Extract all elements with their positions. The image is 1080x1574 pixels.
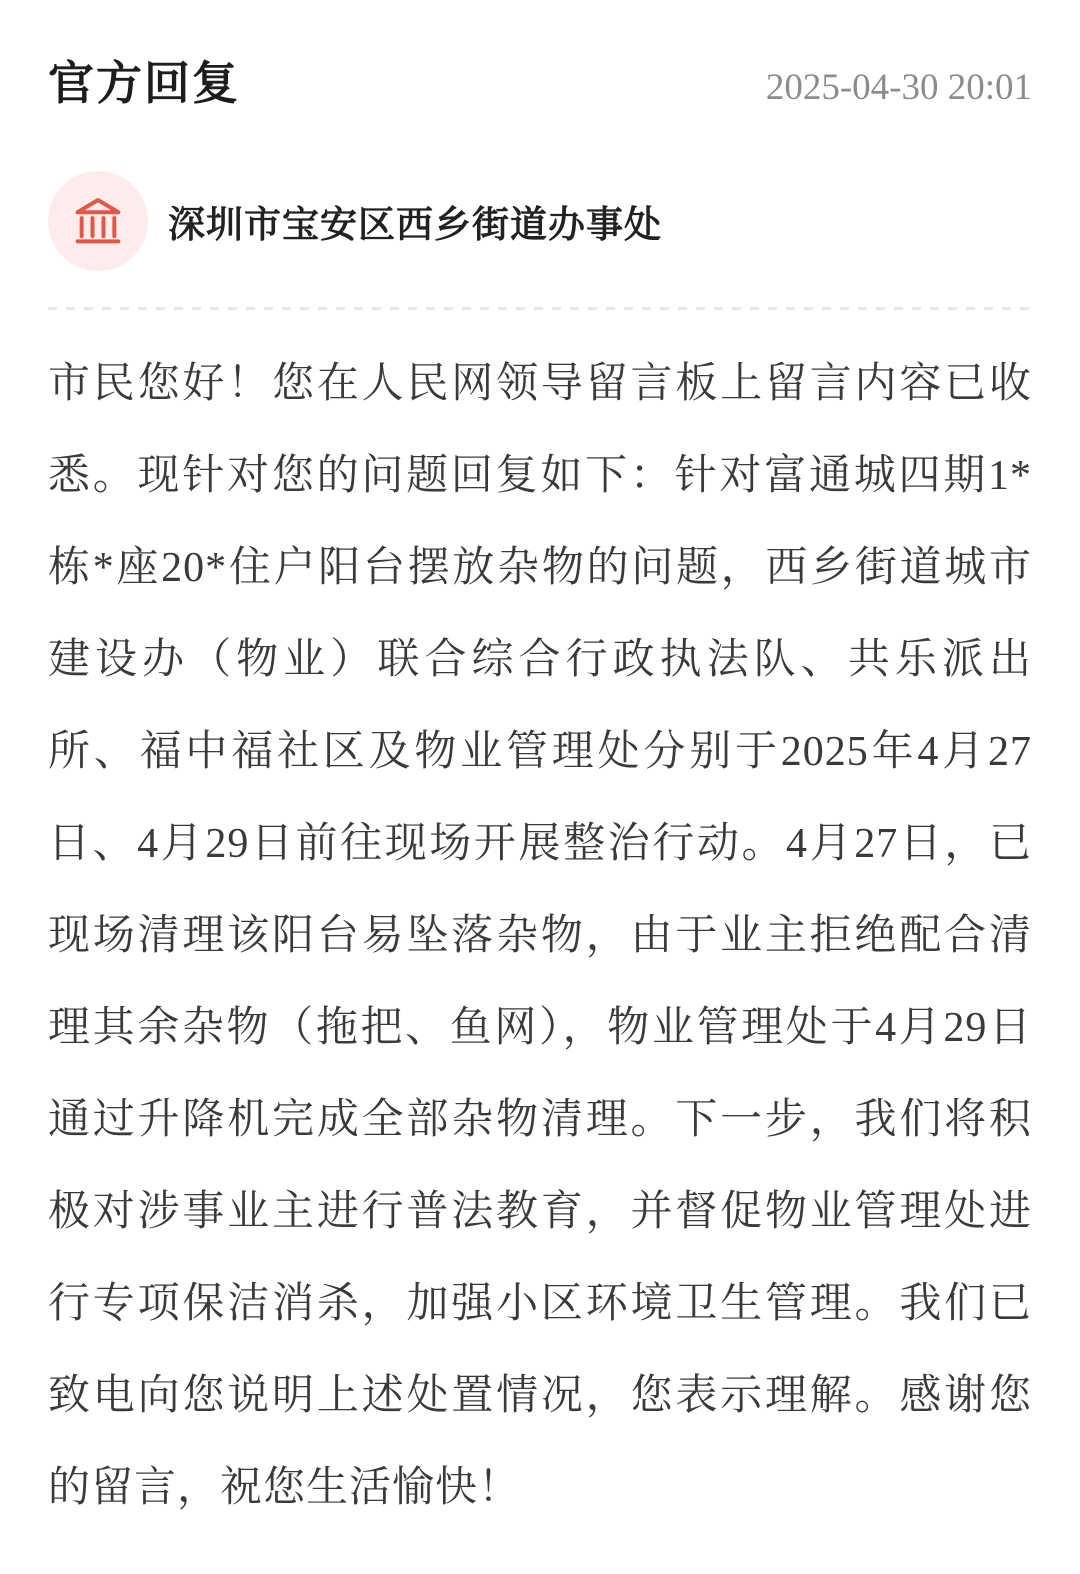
agency-row [48,171,1032,271]
agency-avatar [48,171,148,271]
reply-header [48,55,1032,113]
reply-body-text: 市民您好！您在人民网领导留言板上留言内容已收悉。现针对您的问题回复如下：针对富通城四期1*栋*座20*住户阳台摆放杂物的问题，西乡街道城市建设办（物业）联合综合行政执法队、共乐派出所、福中福社区及物业管理处分别于2025年4月27日、4月29日前往现场开展整治行动。4月27日，已现场清理该阳台易坠落杂物，由于业主拒绝配合清理其余杂物（拖把、鱼网），物业管理处于4月29日通过升降机完成全部杂物清理。下一步，我们将积极对涉事业主进行普法教育，并督促物业管理处进行专项保洁消杀，加强小区环境卫生管理。我们已致电向您说明上述处置情况，您表示理解。感谢您的留言，祝您生活愉快！ [48,360,1032,1511]
government-building-icon [69,193,127,249]
agency-name: 深圳市宝安区西乡街道办事处 [168,203,662,245]
page-title: 官方回复 [48,57,240,109]
dashed-divider [48,307,1032,310]
reply-timestamp: 2025-04-30 20:01 [765,67,1032,108]
